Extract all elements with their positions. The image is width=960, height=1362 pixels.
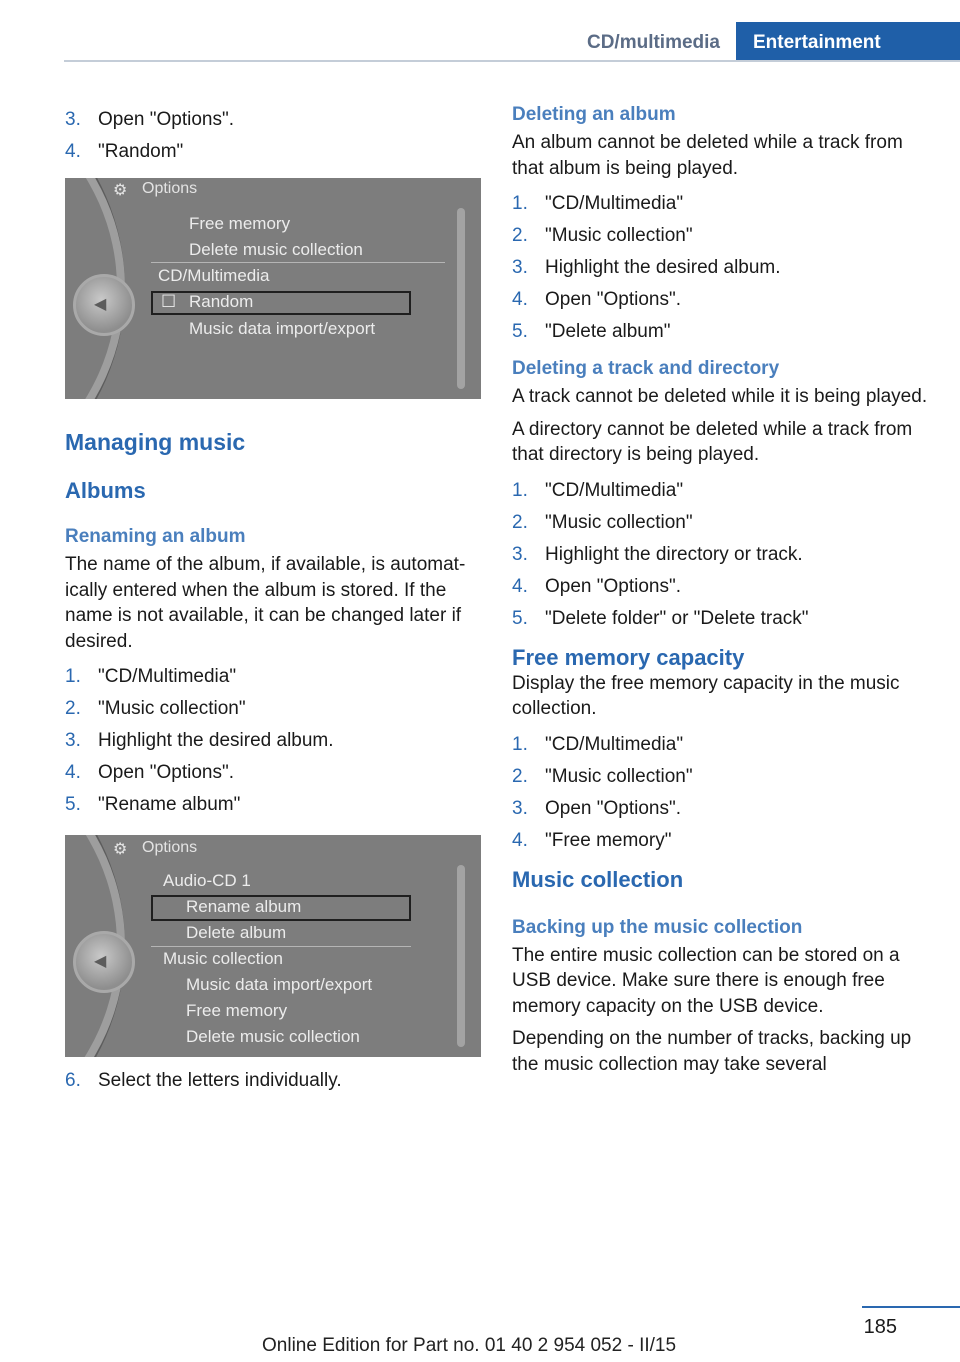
steps-select-letters	[65, 1065, 481, 1097]
menu-item: Delete music collection	[189, 240, 363, 259]
steps-delete-album	[512, 188, 928, 348]
screenshot-rename	[65, 835, 481, 1057]
page-header	[64, 0, 960, 62]
paragraph-delete-track-1: A track cannot be deleted while it is being played.	[512, 386, 928, 407]
menu-divider	[151, 946, 411, 947]
left-column	[65, 104, 481, 1107]
menu-item: Free memory	[189, 214, 291, 233]
options-gear-icon: ⚙	[113, 841, 128, 858]
heading-deleting-album: Deleting an album	[512, 104, 676, 125]
list-item: 3. Open "Options".	[512, 797, 682, 819]
list-item: 3. Highlight the directory or track.	[512, 543, 803, 565]
heading-albums: Albums	[65, 478, 146, 503]
controller-knob-icon: ◀	[73, 274, 135, 336]
menu-item: Music data import/export	[189, 319, 376, 338]
heading-renaming-album: Renaming an album	[65, 526, 246, 547]
list-item: 4. "Random"	[65, 141, 184, 162]
list-item: 3. Highlight the desired album.	[65, 730, 334, 751]
heading-managing-music: Managing music	[65, 429, 246, 455]
options-title: Options	[142, 180, 198, 197]
header-chapter-tab: Entertainment	[736, 22, 960, 62]
heading-deleting-track: Deleting a track and directory	[512, 358, 780, 379]
list-item: 5. "Delete folder" or "Delete track"	[512, 607, 809, 629]
footer-rule	[862, 1306, 960, 1308]
menu-item: Free memory	[186, 1001, 288, 1020]
scrollbar	[457, 208, 465, 389]
paragraph-rename: The name of the album, if available, is automatically entered when the album is stored. If the name is not available, it can be changed later if desired.	[65, 554, 466, 652]
controller-knob-icon: ◀	[73, 931, 135, 993]
list-item: 4. Open "Options".	[512, 289, 682, 310]
list-item: 4. "Free memory"	[512, 829, 672, 851]
list-item: 6. Select the letters individually.	[65, 1070, 342, 1091]
checkbox-icon: ☐	[161, 292, 177, 311]
list-item: 1. "CD/Multimedia"	[512, 479, 684, 501]
screenshot-random	[65, 178, 481, 399]
right-column	[512, 104, 928, 1084]
heading-free-memory: Free memory capacity	[512, 644, 745, 670]
menu-section: CD/Multimedia	[158, 266, 270, 285]
steps-rename	[65, 661, 481, 821]
list-item: 1. "CD/Multimedia"	[512, 193, 684, 214]
scrollbar	[457, 865, 465, 1047]
menu-item: Rename album	[186, 897, 302, 916]
menu-item: Delete music collection	[186, 1027, 360, 1046]
menu-section: Audio-CD 1	[163, 871, 251, 890]
list-item: 2. "Music collection"	[65, 698, 246, 719]
paragraph-delete-track-2: A directory cannot be deleted while a track from that directory is being played.	[512, 418, 913, 465]
steps-free-memory	[512, 729, 928, 857]
menu-item: Delete album	[186, 923, 287, 942]
list-item: 2. "Music collection"	[512, 765, 693, 787]
menu-divider	[151, 262, 445, 263]
list-item: 2. "Music collection"	[512, 225, 693, 246]
list-item: 1. "CD/Multimedia"	[512, 733, 684, 755]
options-gear-icon: ⚙	[113, 182, 128, 199]
heading-backing-up: Backing up the music collection	[512, 916, 803, 938]
paragraph-backup-2: Depending on the number of tracks, backing up the music collection may take several	[512, 1028, 912, 1075]
options-title: Options	[142, 839, 198, 856]
menu-section: Music collection	[163, 949, 283, 968]
steps-random	[65, 104, 481, 168]
heading-music-collection: Music collection	[512, 866, 684, 892]
list-item: 3. Highlight the desired album.	[512, 257, 781, 278]
list-item: 3. Open "Options".	[65, 109, 235, 130]
header-rule	[64, 60, 960, 62]
paragraph-backup-1: The entire music collection can be stored on a USB device. Make sure there is enough free memory capacity on the USB device.	[512, 944, 900, 1017]
list-item: 5. "Rename album"	[65, 794, 241, 815]
menu-item: Random	[189, 292, 254, 311]
steps-delete-track	[512, 475, 928, 635]
edition-note: Online Edition for Part no. 01 40 2 954 052 - II/15	[262, 1335, 677, 1356]
menu-item: Music data import/export	[186, 975, 373, 994]
list-item: 1. "CD/Multimedia"	[65, 666, 237, 687]
list-item: 4. Open "Options".	[512, 575, 682, 597]
list-item: 5. "Delete album"	[512, 321, 671, 342]
paragraph-delete-album: An album cannot be deleted while a track from that album is being played.	[512, 132, 903, 179]
header-section: CD/multimedia	[586, 32, 720, 53]
page-number: 185	[863, 1316, 897, 1338]
list-item: 4. Open "Options".	[65, 762, 235, 783]
list-item: 2. "Music collection"	[512, 511, 693, 533]
paragraph-free-memory: Display the free memory capacity in the music collection.	[512, 672, 900, 719]
